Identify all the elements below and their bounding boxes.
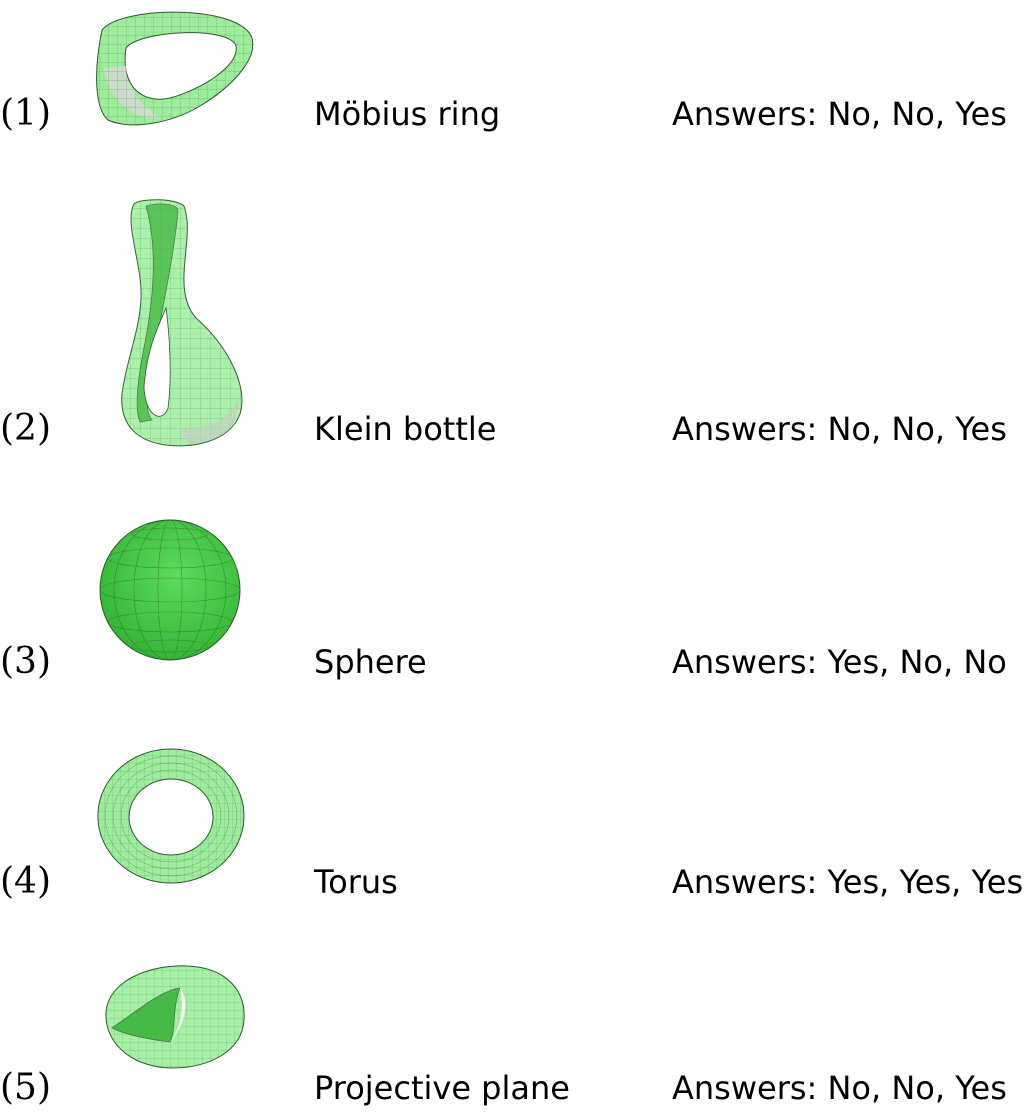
surface-number: (5) [0, 1067, 51, 1108]
surface-row-sphere [0, 510, 1033, 680]
surface-answers: Answers: No, No, Yes [672, 1069, 1007, 1107]
surface-name: Sphere [314, 643, 427, 681]
surface-row-torus [0, 745, 1033, 915]
sphere-figure [98, 518, 243, 663]
surface-answers: Answers: Yes, Yes, Yes [672, 863, 1024, 901]
surface-name: Torus [314, 863, 398, 901]
torus-figure [96, 747, 246, 887]
surface-answers: Answers: No, No, Yes [672, 95, 1007, 133]
surface-answers: Answers: Yes, No, No [672, 643, 1007, 681]
mobius-ring-figure [90, 8, 260, 138]
surface-answers: Answers: No, No, Yes [672, 410, 1007, 448]
surface-number: (4) [0, 861, 51, 902]
surface-number: (2) [0, 408, 51, 449]
surface-name: Klein bottle [314, 410, 497, 448]
klein-bottle-figure [100, 198, 260, 458]
surface-number: (3) [0, 641, 51, 682]
projective-plane-figure [98, 962, 248, 1072]
surface-row-projective [0, 960, 1033, 1116]
surface-name: Möbius ring [314, 95, 501, 133]
surface-name: Projective plane [314, 1069, 570, 1107]
surface-number: (1) [0, 93, 51, 134]
surface-row-klein [0, 190, 1033, 460]
surface-row-mobius [0, 0, 1033, 150]
